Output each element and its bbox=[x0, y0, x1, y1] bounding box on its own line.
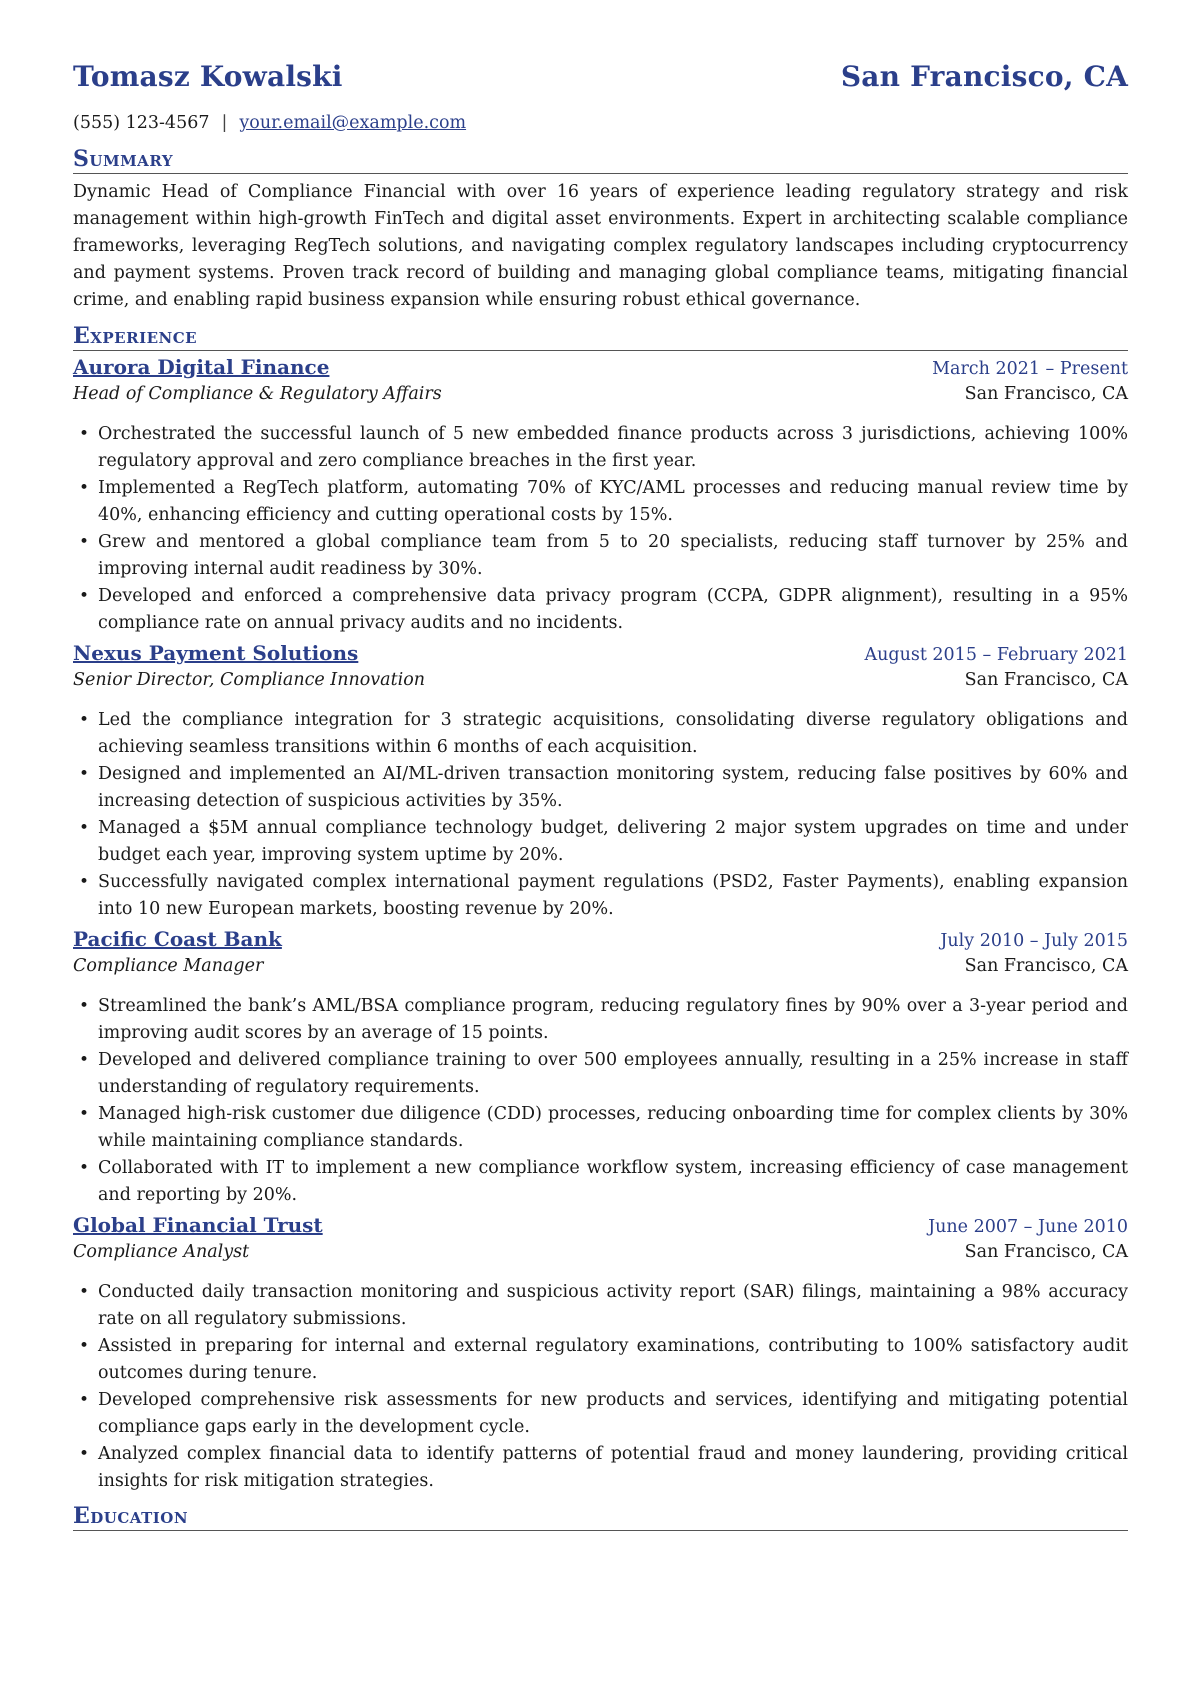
job-header bbox=[73, 927, 1128, 956]
bullet-item: • Led the compliance integration for 3 strategic acquisitions, consolidating diverse regulatory obligations and achieving seamless transitions within 6 months of each acquisition. bbox=[98, 707, 1128, 761]
job-entry bbox=[73, 355, 1128, 637]
bullet-item: • Assisted in preparing for internal and external regulatory examinations, contributing to 100% satisfactory audit outcomes during tenure. bbox=[98, 1333, 1128, 1387]
company-name-link[interactable]: Nexus Payment Solutions bbox=[73, 641, 359, 665]
job-entry bbox=[73, 927, 1128, 1209]
job-entry bbox=[73, 641, 1128, 923]
section-title-summary: Summary bbox=[73, 146, 1128, 174]
job-subheader bbox=[73, 384, 1128, 414]
job-title: Head of Compliance & Regulatory Affairs bbox=[73, 384, 442, 404]
job-location: San Francisco, CA bbox=[964, 956, 1128, 976]
job-title: Senior Director, Compliance Innovation bbox=[73, 670, 426, 690]
header bbox=[73, 60, 1128, 106]
job-dates: August 2015 – February 2021 bbox=[864, 645, 1128, 665]
bullet-item: • Streamlined the bank’s AML/BSA compliance program, reducing regulatory fines by 90% over a 3-year period and improving audit scores by an average of 15 points. bbox=[98, 993, 1128, 1047]
bullet-item: • Conducted daily transaction monitoring and suspicious activity report (SAR) filings, maintaining a 98% accuracy rate on all regulatory submissions. bbox=[98, 1279, 1128, 1333]
job-dates: March 2021 – Present bbox=[932, 359, 1128, 379]
phone-number: (555) 123-4567 bbox=[73, 113, 210, 133]
bullet-item: • Grew and mentored a global compliance team from 5 to 20 specialists, reducing staff turnover by 25% and improving internal audit readiness by 30%. bbox=[98, 529, 1128, 583]
job-title: Compliance Analyst bbox=[73, 1242, 250, 1262]
job-location: San Francisco, CA bbox=[964, 384, 1128, 404]
experience-list bbox=[73, 355, 1128, 1495]
job-subheader bbox=[73, 670, 1128, 700]
bullet-item: • Developed comprehensive risk assessments for new products and services, identifying and mitigating potential compliance gaps early in the development cycle. bbox=[98, 1387, 1128, 1441]
job-header bbox=[73, 641, 1128, 670]
job-header bbox=[73, 1213, 1128, 1242]
bullet-item: • Developed and enforced a comprehensive data privacy program (CCPA, GDPR alignment), resulting in a 95% compliance rate on annual privacy audits and no incidents. bbox=[98, 583, 1128, 637]
company-name-link[interactable]: Pacific Coast Bank bbox=[73, 927, 282, 951]
bullet-item: • Managed high-risk customer due diligence (CDD) processes, reducing onboarding time for complex clients by 30% while maintaining compliance standards. bbox=[98, 1101, 1128, 1155]
bullet-item: • Analyzed complex financial data to identify patterns of potential fraud and money laundering, providing critical insights for risk mitigation strategies. bbox=[98, 1441, 1128, 1495]
company-name-link[interactable]: Global Financial Trust bbox=[73, 1213, 323, 1237]
job-dates: July 2010 – July 2015 bbox=[940, 931, 1128, 951]
job-header bbox=[73, 355, 1128, 384]
bullet-item: • Orchestrated the successful launch of 5 new embedded finance products across 3 jurisdictions, achieving 100% regulatory approval and zero compliance breaches in the first year. bbox=[98, 421, 1128, 475]
job-bullets bbox=[73, 993, 1128, 1209]
section-title-experience: Experience bbox=[73, 323, 1128, 351]
bullet-item: • Managed a $5M annual compliance technology budget, delivering 2 major system upgrades on time and under budget each year, improving system uptime by 20%. bbox=[98, 815, 1128, 869]
job-location: San Francisco, CA bbox=[964, 1242, 1128, 1262]
section-title-education: Education bbox=[73, 1503, 1128, 1531]
job-bullets bbox=[73, 421, 1128, 637]
company-name-link[interactable]: Aurora Digital Finance bbox=[73, 355, 330, 379]
bullet-item: • Implemented a RegTech platform, automating 70% of KYC/AML processes and reducing manual review time by 40%, enhancing efficiency and cutting operational costs by 15%. bbox=[98, 475, 1128, 529]
bullet-item: • Collaborated with IT to implement a new compliance workflow system, increasing efficiency of case management and reporting by 20%. bbox=[98, 1155, 1128, 1209]
job-bullets bbox=[73, 1279, 1128, 1495]
email-link[interactable]: your.email@example.com bbox=[239, 113, 467, 133]
summary-text: Dynamic Head of Compliance Financial with over 16 years of experience leading regulatory strategy and risk management within high-growth FinTech and digital asset environments. Expert in architecting scalable compliance frameworks, leveraging RegTech solutions, and navigating complex regulatory landscapes including cryptocurrency and payment systems. Proven track record of building and managing global compliance teams, mitigating financial crime, and enabling rapid business expansion while ensuring robust ethical governance. bbox=[73, 182, 1128, 310]
contact-separator: | bbox=[221, 113, 228, 133]
job-subheader bbox=[73, 1242, 1128, 1272]
job-location: San Francisco, CA bbox=[964, 670, 1128, 690]
bullet-item: • Successfully navigated complex international payment regulations (PSD2, Faster Payments), enabling expansion into 10 new European markets, boosting revenue by 20%. bbox=[98, 869, 1128, 923]
job-bullets bbox=[73, 707, 1128, 923]
bullet-item: • Developed and delivered compliance training to over 500 employees annually, resulting in a 25% increase in staff understanding of regulatory requirements. bbox=[98, 1047, 1128, 1101]
job-entry bbox=[73, 1213, 1128, 1495]
job-subheader bbox=[73, 956, 1128, 986]
resume-page bbox=[73, 60, 1128, 1531]
contact-info bbox=[73, 108, 1128, 138]
candidate-name: Tomasz Kowalski bbox=[73, 60, 343, 93]
job-dates: June 2007 – June 2010 bbox=[928, 1217, 1128, 1237]
bullet-item: • Designed and implemented an AI/ML-driven transaction monitoring system, reducing false positives by 60% and increasing detection of suspicious activities by 35%. bbox=[98, 761, 1128, 815]
job-title: Compliance Manager bbox=[73, 956, 264, 976]
header-location: San Francisco, CA bbox=[840, 60, 1128, 93]
